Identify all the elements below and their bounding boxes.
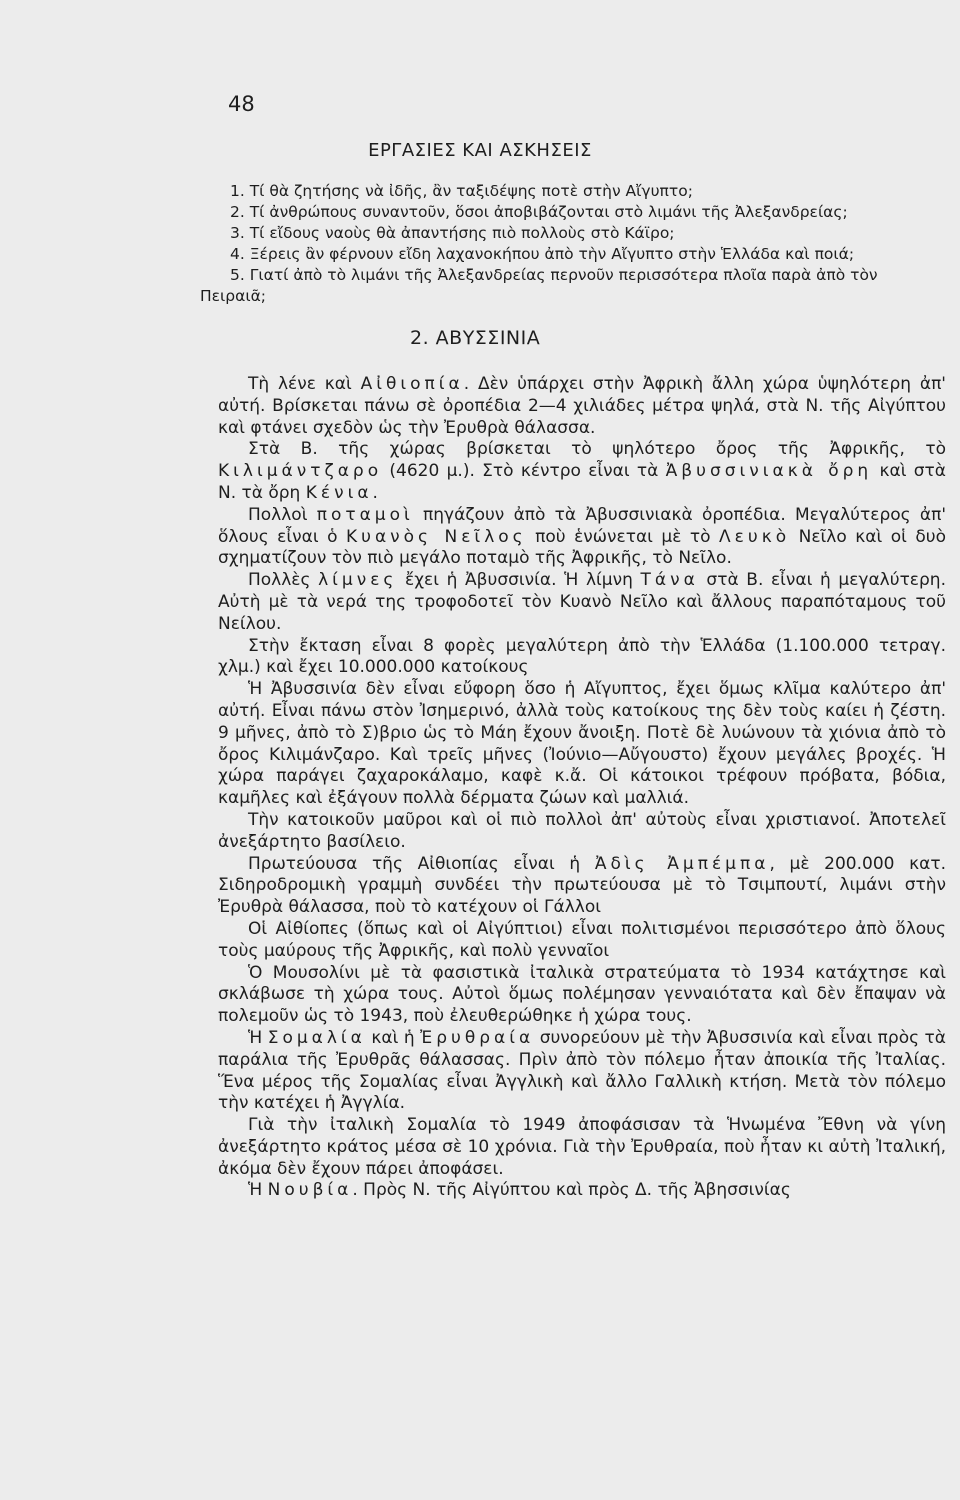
body-text bbox=[218, 374, 946, 1202]
section-title: 2. ΑΒΥΣΣΙΝΙΑ bbox=[410, 327, 541, 349]
paragraph: Στὰ Β. τῆς χώρας βρίσκεται τὸ ψηλότερο ὄρος τῆς Ἀφρικῆς, τὸ Κιλιμάντζαρο (4620 μ.). Στὸ κέντρο εἶναι τὰ Ἀβυσσινιακὰ ὄρη καὶ στὰ Ν. τὰ ὄρη Κένια. bbox=[218, 439, 946, 503]
paragraph: Ἡ Ἀβυσσινία δὲν εἶναι εὔφορη ὅσο ἡ Αἴγυπτος, ἔχει ὅμως κλῖμα καλύτερο ἀπ' αὐτή. Εἶναι πάνω στὸν Ἰσημερινό, ἀλλὰ τοὺς κατοίκους της δὲν τοὺς καίει ἡ ζέστη. 9 μῆνες, ἀπὸ τὸ Σ)βριο ὡς τὸ Μάη ἔχουν ἄνοιξη. Ποτὲ δὲ λυώνουν τὰ χιόνια ἀπὸ τὸ ὄρος Κιλιμάνζαρο. Καὶ τρεῖς μῆνες (Ἰούνιο—Αὔγουστο) ἔχουν μεγάλες βροχές. Ἡ χώρα παράγει ζαχαροκάλαμο, καφὲ κ.ἄ. Οἱ κάτοικοι τρέφουν πρόβατα, βόδια, καμῆλες καὶ ἐξάγουν πολλὰ δέρματα ζώων καὶ μαλλιά. bbox=[218, 679, 946, 809]
exercise-item: 5. Γιατί ἀπὸ τὸ λιμάνι τῆς Ἀλεξανδρείας περνοῦν περισσότερα πλοῖα παρὰ ἀπὸ τὸν bbox=[230, 266, 878, 284]
page-number: 48 bbox=[228, 92, 255, 116]
paragraph: Ἡ Νουβία. Πρὸς Ν. τῆς Αἰγύπτου καὶ πρὸς Δ. τῆς Ἀβησσινίας bbox=[248, 1180, 791, 1201]
exercise-item: 4. Ξέρεις ἂν φέρνουν εἴδη λαχανοκήπου ἀπὸ τὴν Αἴγυπτο στὴν Ἑλλάδα καὶ ποιά; bbox=[230, 245, 855, 263]
paragraph: Ἡ Σομαλία καὶ ἡ Ἐρυθραία συνορεύουν μὲ τὴν Ἀβυσσινία καὶ εἶναι πρὸς τὰ παράλια τῆς Ἐρυθρᾶς θάλασσας. Πρὶν ἀπὸ τὸν πόλεμο ἦταν ἀποικία τῆς Ἰταλίας. Ἕνα μέρος τῆς Σομαλίας εἶναι Ἀγγλικὴ καὶ ἄλλο Γαλλικὴ κτήση. Μετὰ τὸν πόλεμο τὴν κατέχει ἡ Ἀγγλία. bbox=[218, 1027, 946, 1114]
exercises-list bbox=[200, 181, 930, 307]
exercise-item: 1. Τί θὰ ζητήσης νὰ ἰδῆς, ἂν ταξιδέψης ποτὲ στὴν Αἴγυπτο; bbox=[230, 182, 693, 200]
paragraph: Πολλὲς λίμνες ἔχει ἡ Ἀβυσσινία. Ἡ λίμνη Τάνα στὰ Β. εἶναι ἡ μεγαλύτερη. Αὐτὴ μὲ τὰ νερά της τροφοδοτεῖ τὸν Κυανὸ Νεῖλο καὶ ἄλλους παραπόταμους τοῦ Νείλου. bbox=[218, 570, 946, 634]
exercise-item: 3. Τί εἴδους ναοὺς θὰ ἀπαντήσης πιὸ πολλοὺς στὸ Κάϊρο; bbox=[230, 224, 675, 242]
paragraph: Τὴ λένε καὶ Αἰθιοπία. Δὲν ὑπάρχει στὴν Ἀφρικὴ ἄλλη χώρα ὑψηλότερη ἀπ' αὐτή. Βρίσκεται πάνω σὲ ὀροπέδια 2—4 χιλιάδες μέτρα ψηλά, στὰ Ν. τῆς Αἰγύπτου καὶ φτάνει σχεδὸν ὡς τὴν Ἐρυθρὰ θάλασσα. bbox=[218, 374, 946, 438]
exercise-item-continuation: Πειραιᾶ; bbox=[200, 287, 267, 305]
paragraph: Γιὰ τὴν ἰταλικὴ Σομαλία τὸ 1949 ἀποφάσισαν τὰ Ἡνωμένα Ἔθνη νὰ γίνη ἀνεξάρτητο κράτος μέσα σὲ 10 χρόνια. Γιὰ τὴν Ἐρυθραία, ποὺ ἦταν κι αὐτὴ Ἰταλική, ἀκόμα δὲν ἔχουν πάρει ἀποφάσει. bbox=[218, 1115, 946, 1179]
paragraph: Πολλοὶ ποταμοὶ πηγάζουν ἀπὸ τὰ Ἀβυσσινιακὰ ὀροπέδια. Μεγαλύτερος ἀπ' ὅλους εἶναι ὁ Κυανὸς Νεῖλος ποὺ ἑνώνεται μὲ τὸ Λευκὸ Νεῖλο καὶ οἱ δυὸ σχηματίζουν τὸν πιὸ μεγάλο ποταμὸ τῆς Ἀφρικῆς, τὸ Νεῖλο. bbox=[218, 504, 946, 569]
exercise-item: 2. Τί ἀνθρώπους συναντοῦν, ὅσοι ἀποβιβάζονται στὸ λιμάνι τῆς Ἀλεξανδρείας; bbox=[230, 203, 848, 221]
exercises-heading: ΕΡΓΑΣΙΕΣ ΚΑΙ ΑΣΚΗΣΕΙΣ bbox=[368, 140, 592, 161]
paragraph: Στὴν ἔκταση εἶναι 8 φορὲς μεγαλύτερη ἀπὸ τὴν Ἑλλάδα (1.100.000 τετραγ. χλμ.) καὶ ἔχει 10.000.000 κατοίκους bbox=[218, 635, 946, 678]
paragraph: Οἱ Αἰθίοπες (ὅπως καὶ οἱ Αἰγύπτιοι) εἶναι πολιτισμένοι περισσότερο ἀπὸ ὅλους τοὺς μαύρους τῆς Ἀφρικῆς, καὶ πολὺ γενναῖοι bbox=[218, 918, 946, 961]
paragraph: Ὁ Μουσολίνι μὲ τὰ φασιστικὰ ἰταλικὰ στρατεύματα τὸ 1934 κατάχτησε καὶ σκλάβωσε τὴ χώρα τους. Αὐτοὶ ὅμως πολέμησαν γενναιότατα καὶ δὲν ἔπαψαν νὰ πολεμοῦν ὡς τὸ 1943, ποὺ ἐλευθερώθηκε ἡ χώρα τους. bbox=[218, 962, 946, 1027]
paragraph: Τὴν κατοικοῦν μαῦροι καὶ οἱ πιὸ πολλοὶ ἀπ' αὐτοὺς εἶναι χριστιανοί. Ἀποτελεῖ ἀνεξάρτητο βασίλειο. bbox=[218, 809, 946, 852]
paragraph: Πρωτεύουσα τῆς Αἰθιοπίας εἶναι ἡ Ἀδὶς Ἀμπέμπα, μὲ 200.000 κατ. Σιδηροδρομικὴ γραμμὴ συνδέει τὴν πρωτεύουσα μὲ τὸ Τσιμπουτί, λιμάνι στὴν Ἐρυθρὰ θάλασσα, ποὺ τὸ κατέχουν οἱ Γάλλοι bbox=[218, 853, 946, 918]
